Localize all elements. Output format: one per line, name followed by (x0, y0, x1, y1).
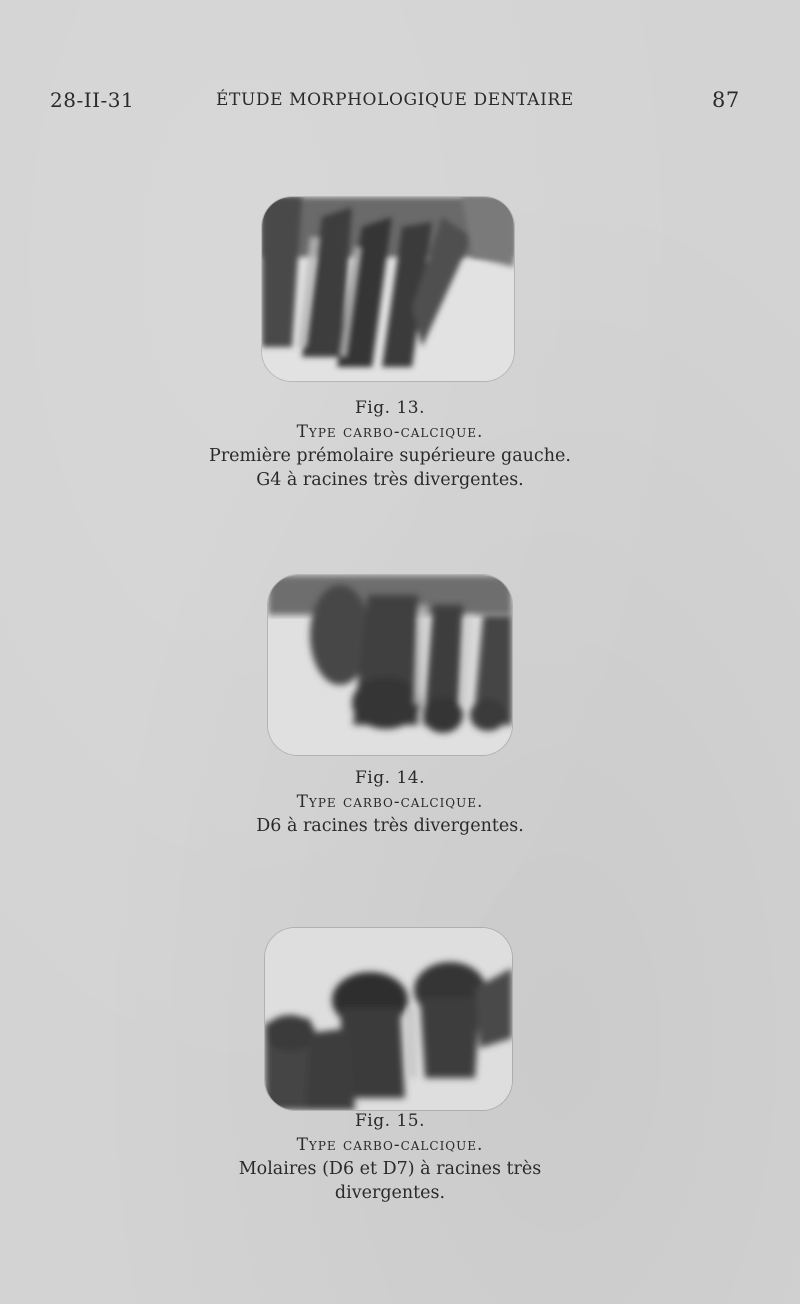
figure-14-line-1: D6 à racines très divergentes. (256, 816, 524, 836)
page-number: 87 (712, 88, 740, 112)
figure-13-type: Type carbo-calcique. (296, 422, 484, 442)
figure-13-radiograph (262, 197, 514, 381)
figure-13-caption (0, 396, 780, 492)
figure-15-label: Fig. 15. (355, 1111, 425, 1131)
figure-13-line-1: Première prémolaire supérieure gauche. (209, 446, 571, 466)
figure-14-caption (0, 766, 780, 838)
figure-13-label: Fig. 13. (355, 398, 425, 418)
figure-15-line-1: Molaires (D6 et D7) à racines très (238, 1159, 542, 1179)
figure-15-radiograph (265, 928, 512, 1110)
figure-14-label: Fig. 14. (355, 768, 425, 788)
figure-14-radiograph (268, 575, 512, 755)
figure-14-type: Type carbo-calcique. (296, 792, 484, 812)
running-head (0, 88, 800, 118)
header-title: ÉTUDE MORPHOLOGIQUE DENTAIRE (216, 90, 574, 110)
figure-15-type: Type carbo-calcique. (296, 1135, 484, 1155)
header-date: 28-II-31 (50, 88, 135, 112)
figure-13-line-2: G4 à racines très divergentes. (256, 470, 524, 490)
figure-15-caption (0, 1109, 780, 1205)
figure-15-line-2: divergentes. (334, 1183, 446, 1203)
